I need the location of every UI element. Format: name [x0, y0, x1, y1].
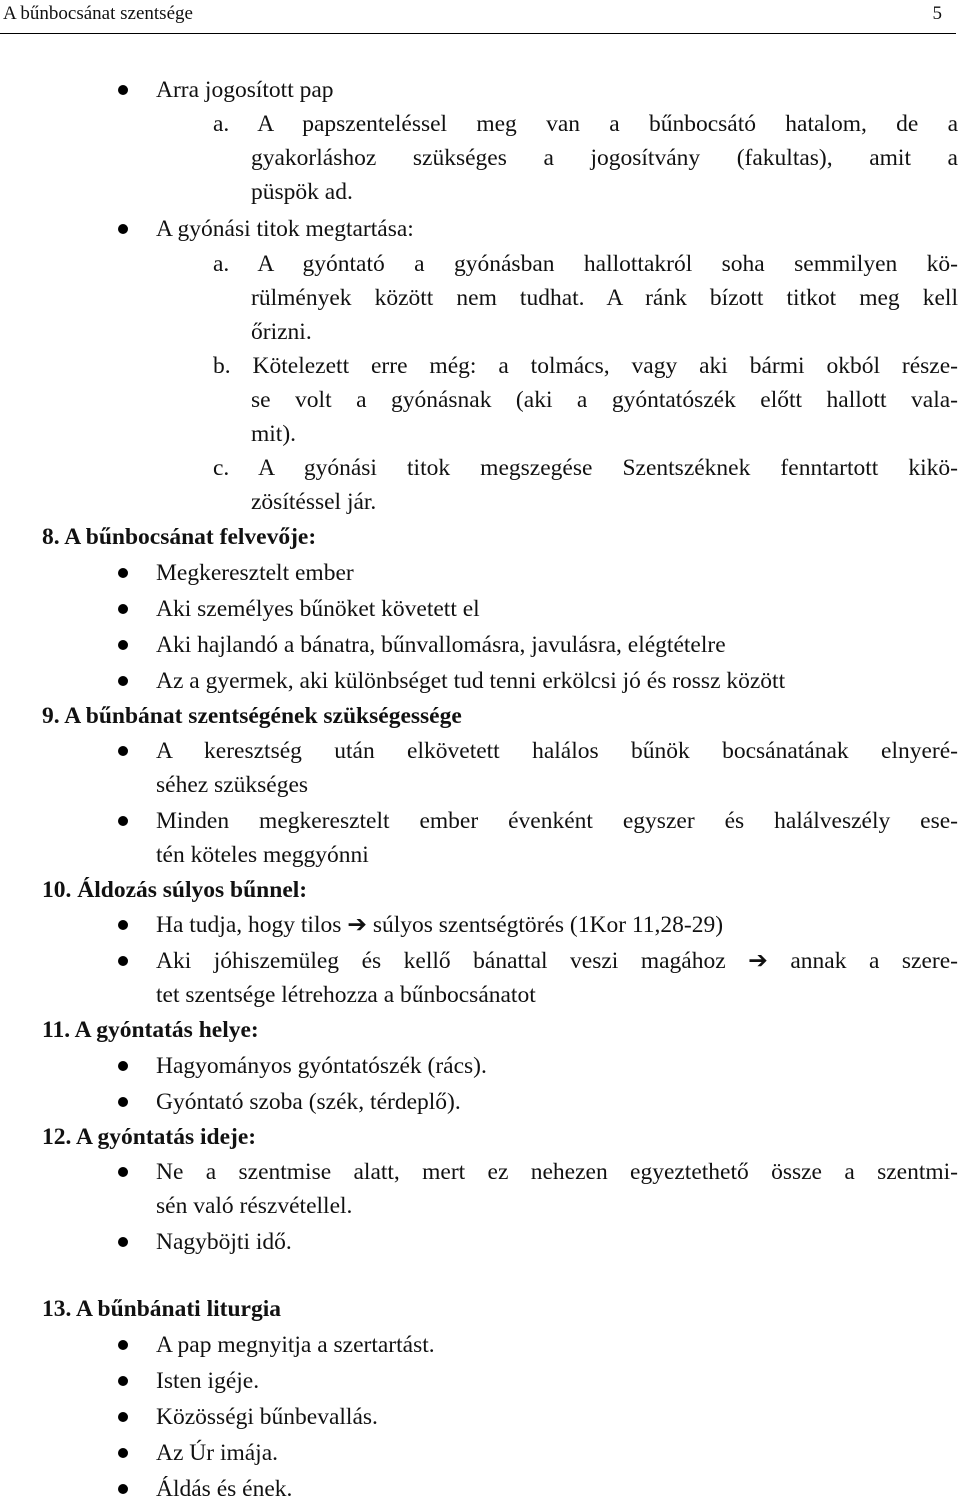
- text-line: A keresztség után elkövetett halálos bűnök bocsánatának elnyeré-: [156, 738, 958, 764]
- text-line: Isten igéje.: [156, 1368, 260, 1394]
- text-line: Közösségi bűnbevallás.: [156, 1404, 378, 1430]
- text-line: Minden megkeresztelt ember évenként egyszer és halálveszély ese-: [156, 808, 958, 834]
- bullet-icon: [118, 1484, 128, 1494]
- text-line: Az a gyermek, aki különbséget tud tenni erkölcsi jó és rossz között: [156, 668, 786, 694]
- text-line: séhez szükséges: [156, 772, 309, 798]
- header-rule: [0, 33, 956, 34]
- bullet-icon: [118, 568, 128, 578]
- text-line: Az Úr imája.: [156, 1440, 279, 1466]
- bullet-icon: [118, 746, 128, 756]
- text-line: A gyónási titok megtartása:: [156, 216, 414, 242]
- text-line: rülmények között nem tudhat. A ránk bízott titkot meg kell: [251, 285, 958, 311]
- text-line: c. A gyónási titok megszegése Szentszéknek fenntartott kikö-: [213, 455, 958, 481]
- page-number: 5: [932, 3, 942, 24]
- text-line: tén köteles meggyónni: [156, 842, 369, 868]
- text-line: Nagyböjti idő.: [156, 1229, 292, 1255]
- text-line: Arra jogosított pap: [156, 77, 334, 103]
- section-heading: 11. A gyóntatás helye:: [42, 1017, 259, 1043]
- text-line: zösítéssel jár.: [251, 489, 377, 515]
- text-line: püspök ad.: [251, 179, 353, 205]
- bullet-icon: [118, 85, 128, 95]
- page-header: [0, 2, 960, 30]
- text-line: mit).: [251, 421, 297, 447]
- text-line: gyakorláshoz szükséges a jogosítvány (fakultas), amit a: [251, 145, 958, 171]
- bullet-icon: [118, 1097, 128, 1107]
- section-heading: 8. A bűnbocsánat felvevője:: [42, 524, 317, 550]
- bullet-icon: [118, 224, 128, 234]
- text-line: Aki személyes bűnöket követett el: [156, 596, 480, 622]
- text-line: a. A gyóntató a gyónásban hallottakról soha semmilyen kö-: [213, 251, 958, 277]
- running-title: A bűnbocsánat szentsége: [3, 3, 193, 24]
- bullet-icon: [118, 956, 128, 966]
- bullet-icon: [118, 1412, 128, 1422]
- text-line: Ne a szentmise alatt, mert ez nehezen egyeztethető össze a szentmi-: [156, 1159, 958, 1185]
- bullet-icon: [118, 1340, 128, 1350]
- text-line: Gyóntató szoba (szék, térdeplő).: [156, 1089, 461, 1115]
- text-line: Hagyományos gyóntatószék (rács).: [156, 1053, 487, 1079]
- bullet-icon: [118, 1061, 128, 1071]
- bullet-icon: [118, 640, 128, 650]
- text-line: b. Kötelezett erre még: a tolmács, vagy aki bármi okból része-: [213, 353, 958, 379]
- text-line: A pap megnyitja a szertartást.: [156, 1332, 435, 1358]
- bullet-icon: [118, 1237, 128, 1247]
- bullet-icon: [118, 816, 128, 826]
- text-line: Aki hajlandó a bánatra, bűnvallomásra, javulásra, elégtételre: [156, 632, 726, 658]
- bullet-icon: [118, 676, 128, 686]
- bullet-icon: [118, 920, 128, 930]
- bullet-icon: [118, 1376, 128, 1386]
- section-heading: 10. Áldozás súlyos bűnnel:: [42, 877, 308, 903]
- bullet-icon: [118, 1167, 128, 1177]
- section-heading: 13. A bűnbánati liturgia: [42, 1296, 281, 1322]
- bullet-icon: [118, 604, 128, 614]
- section-heading: 12. A gyóntatás ideje:: [42, 1124, 257, 1150]
- text-line: Áldás és ének.: [156, 1476, 293, 1502]
- text-line: tet szentsége létrehozza a bűnbocsánatot: [156, 982, 536, 1008]
- bullet-icon: [118, 1448, 128, 1458]
- section-heading: 9. A bűnbánat szentségének szükségessége: [42, 703, 462, 729]
- text-line: sén való részvétellel.: [156, 1193, 353, 1219]
- text-line: őrizni.: [251, 319, 312, 345]
- text-line: Ha tudja, hogy tilos ➔ súlyos szentségtörés (1Kor 11,28-29): [156, 912, 724, 938]
- text-line: Aki jóhiszemüleg és kellő bánattal veszi magához ➔ annak a szere-: [156, 948, 958, 974]
- text-line: se volt a gyónásnak (aki a gyóntatószék előtt hallott vala-: [251, 387, 958, 413]
- text-line: a. A papszenteléssel meg van a bűnbocsátó hatalom, de a: [213, 111, 958, 137]
- text-line: Megkeresztelt ember: [156, 560, 354, 586]
